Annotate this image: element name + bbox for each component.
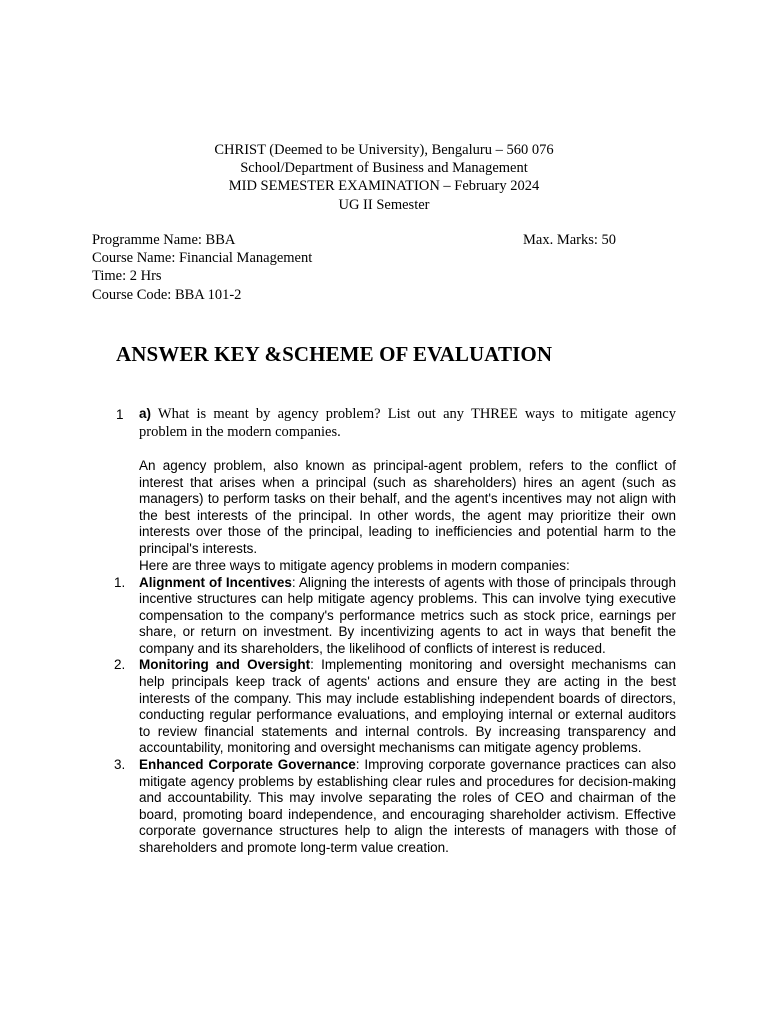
question-part-label: a) [139,406,152,421]
max-marks: Max. Marks: 50 [523,232,617,248]
institution-line: CHRIST (Deemed to be University), Bengaluru – 560 076 [214,142,554,158]
page-title: ANSWER KEY &SCHEME OF EVALUATION [116,342,553,366]
mitigation-list [114,575,676,857]
list-item-heading: Enhanced Corporate Governance [139,757,356,773]
list-item-text: : Improving corporate governance practices can also mitigate agency problems by establishing clear rules and procedures for decision-making and accountability. This may involve separating the roles of CEO and chairman of the board, promoting board independence, and encouraging shareholder activism. Effective corporate governance structures help to align the interests of managers with those of shareholders and promote long-term value creation. [139,757,676,855]
answer-lead: Here are three ways to mitigate agency problems in modern companies: [139,558,570,573]
semester-line: UG II Semester [338,196,430,213]
question-text: What is meant by agency problem? List out any THREE ways to mitigate agency problem in the modern companies. [139,406,676,441]
list-item-text: : Implementing monitoring and oversight mechanisms can help principals keep track of agents' actions and ensure they are acting in the best interests of the company. This may include establishing independent boards of directors, conducting regular performance evaluations, and employing internal or external auditors to review financial statements and internal controls. By increasing transparency and accountability, monitoring and oversight mechanisms can mitigate agency problems. [139,657,677,756]
list-item-number: 3. [114,757,126,773]
department-line: School/Department of Business and Management [240,160,528,177]
list-item [114,657,676,757]
programme-name: Programme Name: BBA [92,232,236,248]
list-item [114,575,676,658]
exam-time: Time: 2 Hrs [92,268,162,285]
document-header [0,141,768,214]
list-item-heading: Monitoring and Oversight [139,657,311,673]
course-name: Course Name: Financial Management [92,250,313,267]
course-code: Course Code: BBA 101-2 [92,286,242,303]
list-item-text: : Aligning the interests of agents with those of principals through incentive structures can help mitigate agency problems. This can involve tying executive compensation to the company's performance metrics such as stock price, earnings per share, or return on investment. By incentivizing agents to act in ways that benefit the company and its shareholders, the likelihood of conflicts of interest is reduced. [139,574,676,656]
list-item [114,757,676,857]
exam-line: MID SEMESTER EXAMINATION – February 2024 [228,178,540,195]
answer-intro: An agency problem, also known as principal-agent problem, refers to the conflict of interest that arises when a principal (such as shareholders) hires an agent (such as managers) to perform tasks on their behalf, and the agent's incentives may not align with the best interests of the principal. In other words, the agent may prioritize their own interests over those of the principal, leading to inefficiencies and potential harm to the principal's interests. [139,458,676,556]
question-number: 1 [116,407,124,422]
question-text-block [139,405,676,441]
list-item-number: 2. [114,657,126,673]
exam-meta [92,231,652,304]
list-item-number: 1. [114,574,126,590]
list-item-heading: Alignment of Incentives [139,574,292,590]
